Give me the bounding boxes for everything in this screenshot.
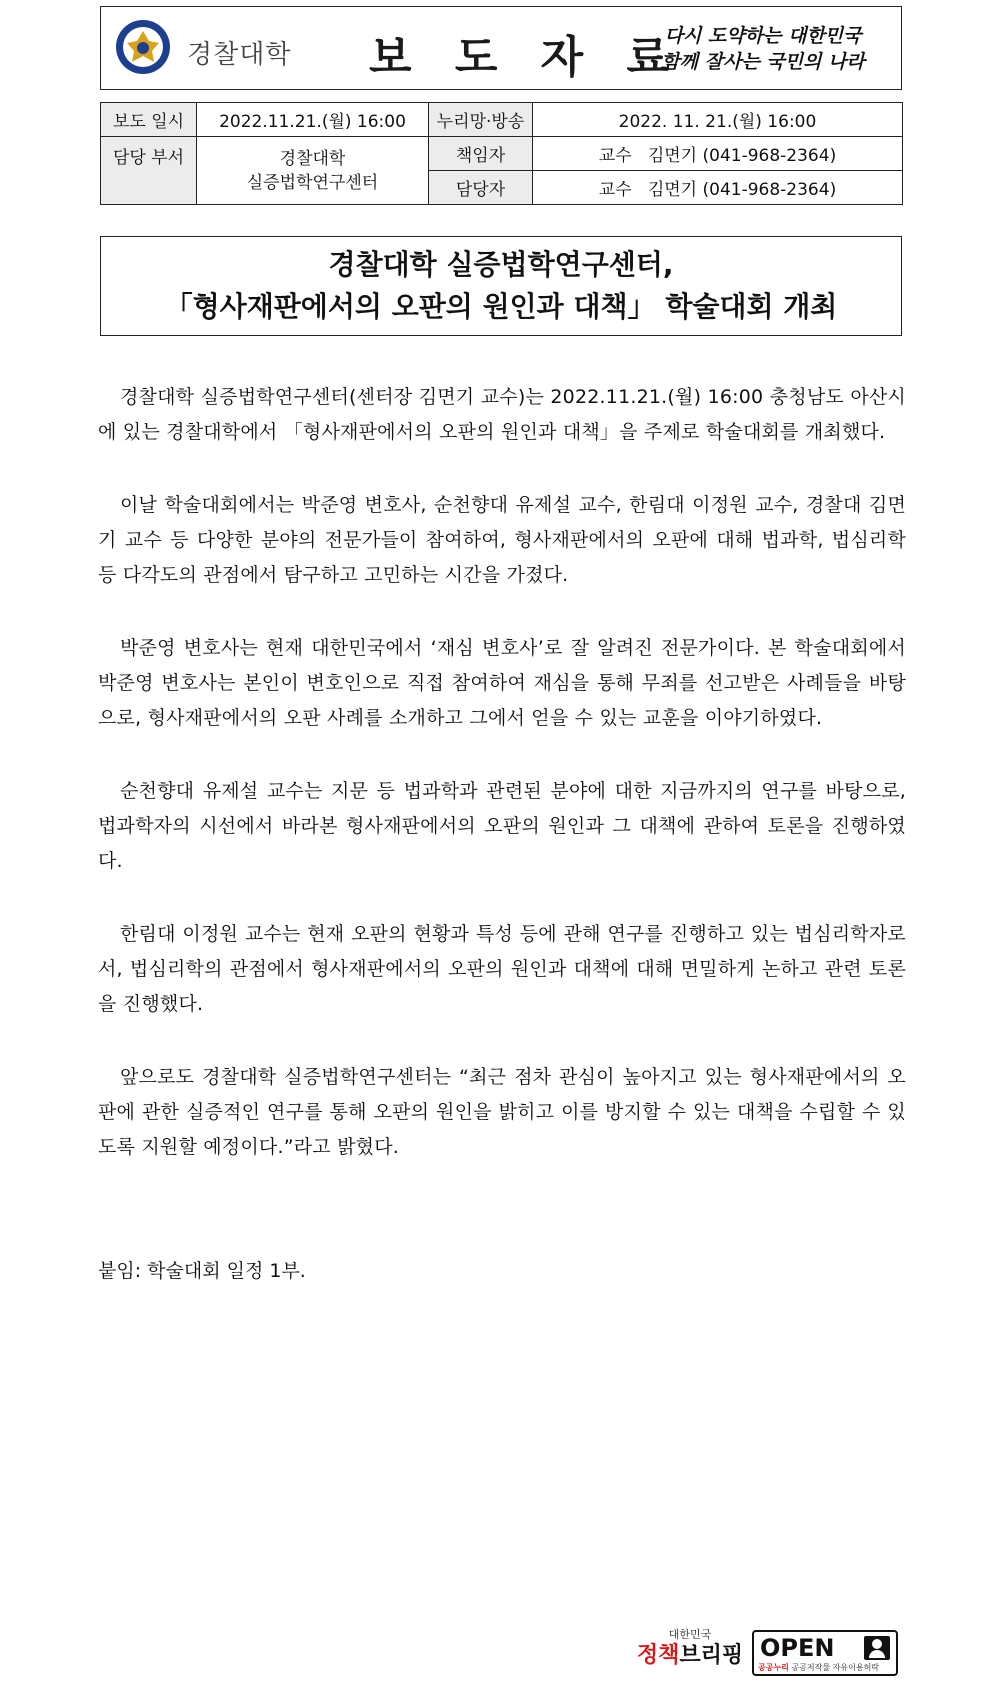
open-sub-b: 공공저작물 자유이용허락 xyxy=(791,1663,880,1672)
policy-briefing-logo xyxy=(636,1628,744,1676)
attachment-note: 붙임: 학술대회 일정 1부. xyxy=(98,1260,306,1282)
open-sub xyxy=(758,1662,879,1673)
dept-line-1: 경찰대학 xyxy=(279,148,346,169)
article-body xyxy=(98,380,906,1203)
policy-logo-main xyxy=(636,1642,744,1670)
paragraph-6: 앞으로도 경찰대학 실증법학연구센터는 “최근 점차 관심이 높아지고 있는 형사재판에서의 오판에 관한 실증적인 연구를 통해 오판의 원인을 밝히고 이를 방지할 수 있는 대책을 수립할 수 있도록 지원할 예정이다.”라고 밝혔다. xyxy=(98,1066,906,1158)
table-row xyxy=(101,103,903,137)
release-info-table xyxy=(100,102,903,205)
dept-value xyxy=(197,137,429,205)
slogan-line-1: 다시 도약하는 대한민국 xyxy=(664,25,862,47)
paragraph-1: 경찰대학 실증법학연구센터(센터장 김면기 교수)는 2022.11.21.(월) 16:00 충청남도 아산시에 있는 경찰대학에서 「형사재판에서의 오판의 원인과 대책」을 주제로 학술대회를 개최했다. xyxy=(98,386,906,443)
open-word: OPEN xyxy=(760,1634,835,1662)
person-icon xyxy=(864,1636,890,1660)
manager-value: 교수 김면기 (041-968-2364) xyxy=(533,137,903,171)
release-value: 2022.11.21.(월) 16:00 xyxy=(197,103,429,137)
dept-label: 담당 부서 xyxy=(101,137,197,205)
broadcast-label: 누리망·방송 xyxy=(429,103,533,137)
slogan-line-2: 함께 잘사는 국민의 나라 xyxy=(661,51,865,73)
release-label: 보도 일시 xyxy=(101,103,197,137)
policy-logo-main-b: 브리핑 xyxy=(679,1643,744,1668)
org-name: 경찰대학 xyxy=(187,40,292,70)
open-sub-a: 공공누리 xyxy=(758,1663,789,1672)
policy-logo-top: 대한민국 xyxy=(668,1628,712,1641)
manager-label: 책임자 xyxy=(429,137,533,171)
contact-label: 담당자 xyxy=(429,171,533,205)
broadcast-value: 2022. 11. 21.(월) 16:00 xyxy=(533,103,903,137)
paragraph-5: 한림대 이정원 교수는 현재 오판의 현황과 특성 등에 관해 연구를 진행하고 있는 법심리학자로서, 법심리학의 관점에서 형사재판에서의 오판의 원인과 대책에 대해 면밀하게 논하고 관련 토론을 진행했다. xyxy=(98,923,906,1015)
press-release-header xyxy=(100,6,902,90)
open-license-icon xyxy=(752,1630,898,1676)
table-row xyxy=(101,137,903,171)
paragraph-3: 박준영 변호사는 현재 대한민국에서 ‘재심 변호사’로 잘 알려진 전문가이다. 본 학술대회에서 박준영 변호사는 본인이 변호인으로 직접 참여하여 재심을 통해 무죄를 선고받은 사례들을 바탕으로, 형사재판에서의 오판 사례를 소개하고 그에서 얻을 수 있는 교훈을 이야기하였다. xyxy=(98,637,906,729)
policy-logo-main-a: 정책 xyxy=(636,1643,680,1668)
headline-line-1: 경찰대학 실증법학연구센터, xyxy=(328,248,674,281)
dept-line-2: 실증법학연구센터 xyxy=(246,172,379,193)
police-university-emblem-icon xyxy=(115,19,171,75)
page-title: 보 도 자 료 xyxy=(369,32,683,83)
paragraph-2: 이날 학술대회에서는 박준영 변호사, 순천향대 유제설 교수, 한림대 이정원 교수, 경찰대 김면기 교수 등 다양한 분야의 전문가들이 참여하여, 형사재판에서의 오판에 대해 법과학, 법심리학 등 다각도의 관점에서 탐구하고 고민하는 시간을 가졌다. xyxy=(98,494,906,586)
slogan xyxy=(653,23,873,75)
headline xyxy=(100,236,902,336)
headline-line-2: 「형사재판에서의 오판의 원인과 대책」 학술대회 개최 xyxy=(164,290,838,323)
paragraph-4: 순천향대 유제설 교수는 지문 등 법과학과 관련된 분야에 대한 지금까지의 연구를 바탕으로, 법과학자의 시선에서 바라본 형사재판에서의 오판의 원인과 그 대책에 관하여 토론을 진행하였다. xyxy=(98,780,906,872)
contact-value: 교수 김면기 (041-968-2364) xyxy=(533,171,903,205)
